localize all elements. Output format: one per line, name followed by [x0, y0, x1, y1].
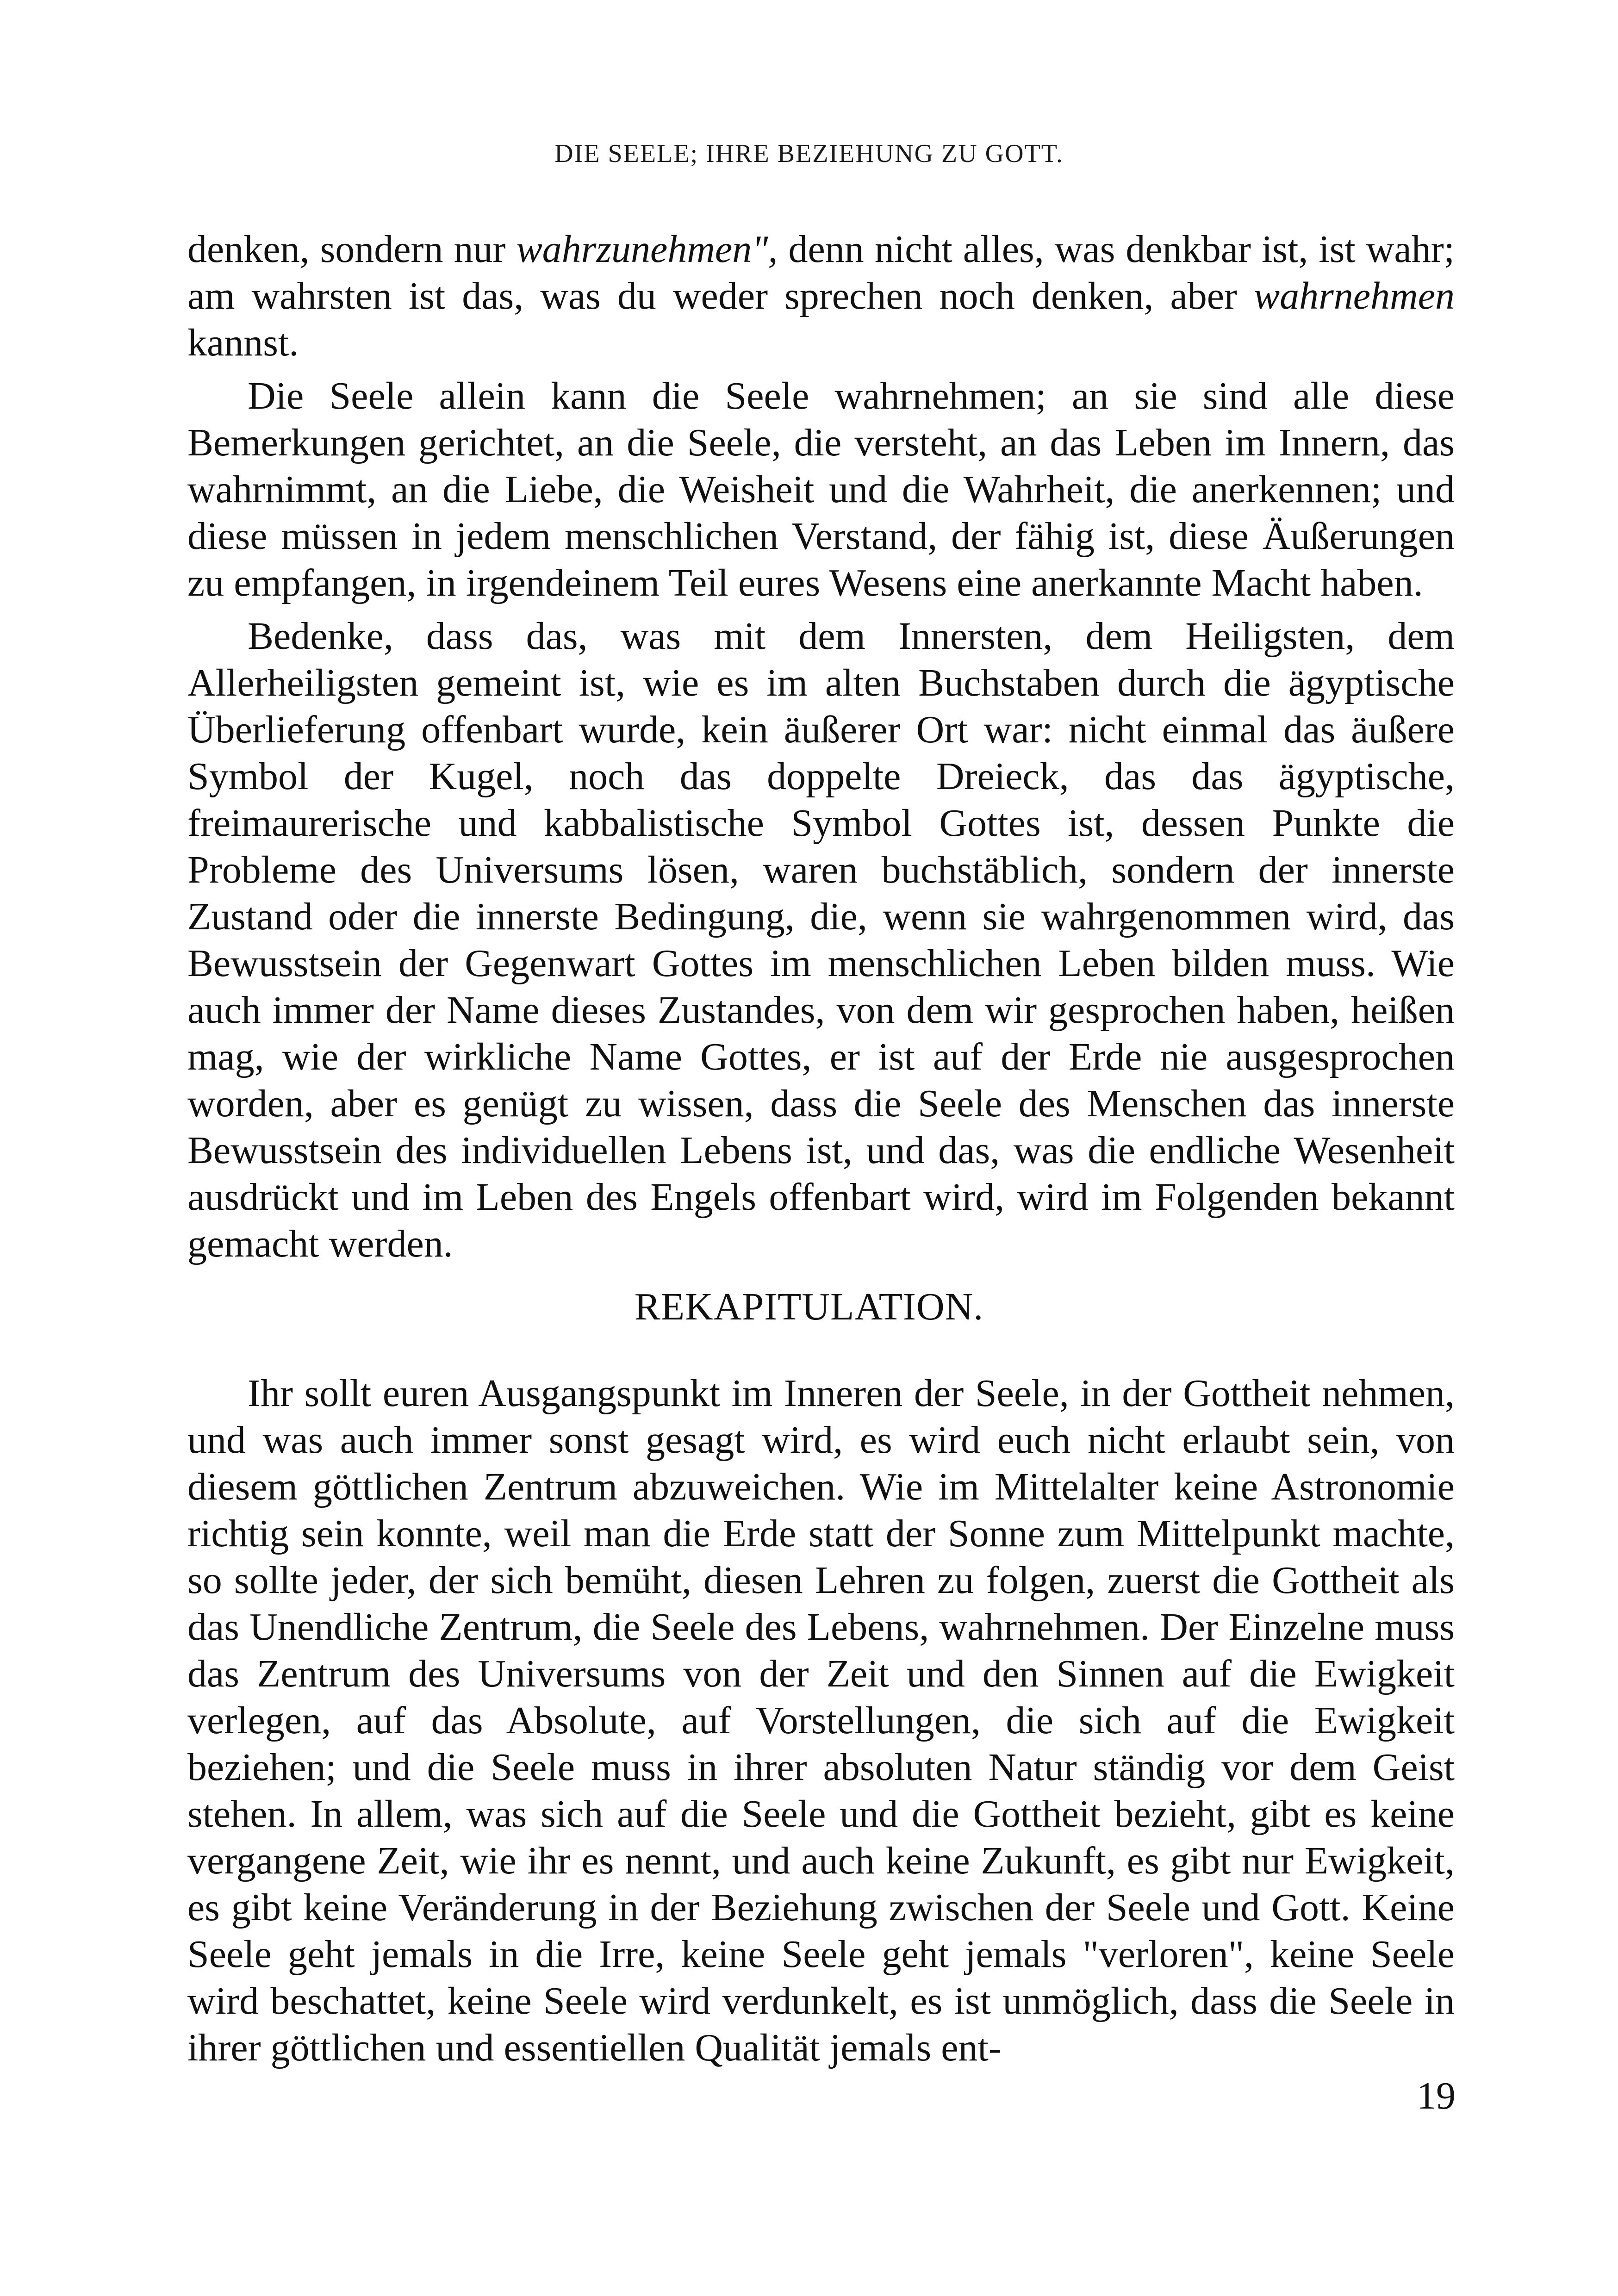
running-header: DIE SEELE; IHRE BEZIEHUNG ZU GOTT.: [554, 139, 1064, 168]
paragraph: Die Seele allein kann die Seele wahrnehmen; an sie sind alle diese Bemerkungen gerichtet, an die Seele, die versteht, an das Leben im Innern, das wahrnimmt, an die Liebe, die Weisheit und die Wahrheit, die anerkennen; und diese müssen in jedem menschlichen Verstand, der fähig ist, diese Äußerungen zu empfangen, in irgendeinem Teil eures Wesens eine anerkannte Macht haben.: [187, 374, 1455, 604]
italic-text-run: wahrnehmen: [1254, 274, 1455, 317]
body-text-bottom: [187, 1370, 1455, 2071]
section-heading: REKAPITULATION.: [634, 1285, 984, 1328]
body-text-top: [187, 226, 1455, 1267]
italic-text-run: wahrzunehmen",: [516, 228, 778, 271]
text-run: kannst.: [187, 321, 299, 364]
paragraph: Bedenke, dass das, was mit dem Innersten, dem Heiligsten, dem Allerheiligsten gemeint ist, wie es im alten Buchstaben durch die ägyptische Überlieferung offenbart wurde, kein äußerer Ort war: nicht einmal das äußere Symbol der Kugel, noch das doppelte Dreieck, das das ägyptische, freimaurerische und kabbalistische Symbol Gottes ist, dessen Punkte die Probleme des Universums lösen, waren buchstäblich, sondern der innerste Zustand oder die innerste Bedingung, die, wenn sie wahrgenommen wird, das Bewusstsein der Gegenwart Gottes im menschlichen Leben bilden muss. Wie auch immer der Name dieses Zustandes, von dem wir gesprochen haben, heißen mag, wie der wirkliche Name Gottes, er ist auf der Erde nie ausgesprochen worden, aber es genügt zu wissen, dass die Seele des Menschen das innerste Bewusstsein des individuellen Lebens ist, und das, was die endliche Wesenheit ausdrückt und im Leben des Engels offenbart wird, wird im Folgenden bekannt gemacht werden.: [187, 615, 1455, 1265]
text-run: denn nicht alles, was denkbar ist, ist wahr; am wahrsten ist das, was du weder sprechen noch denken, aber: [187, 228, 1455, 317]
text-run: denken, sondern nur: [187, 228, 517, 271]
paragraph: Ihr sollt euren Ausgangspunkt im Inneren der Seele, in der Gottheit nehmen, und was auch immer sonst gesagt wird, es wird euch nicht erlaubt sein, von diesem göttlichen Zentrum abzuweichen. Wie im Mittelalter keine Astronomie richtig sein konnte, weil man die Erde statt der Sonne zum Mittelpunkt machte, so sollte jeder, der sich bemüht, diesen Lehren zu folgen, zuerst die Gottheit als das Unendliche Zentrum, die Seele des Lebens, wahrnehmen. Der Einzelne muss das Zentrum des Universums von der Zeit und den Sinnen auf die Ewigkeit verlegen, auf das Absolute, auf Vorstellungen, die sich auf die Ewigkeit beziehen; und die Seele muss in ihrer absoluten Natur ständig vor dem Geist stehen. In allem, was sich auf die Seele und die Gottheit bezieht, gibt es keine vergangene Zeit, wie ihr es nennt, und auch keine Zukunft, es gibt nur Ewigkeit, es gibt keine Veränderung in der Beziehung zwischen der Seele und Gott. Keine Seele geht jemals in die Irre, keine Seele geht jemals "verloren", keine Seele wird beschattet, keine Seele wird verdunkelt, es ist unmöglich, dass die Seele in ihrer göttlichen und essentiellen Qualität jemals ent-: [187, 1372, 1455, 2069]
paragraph-continuation: [187, 226, 1455, 366]
page-number: 19: [1417, 2074, 1456, 2117]
